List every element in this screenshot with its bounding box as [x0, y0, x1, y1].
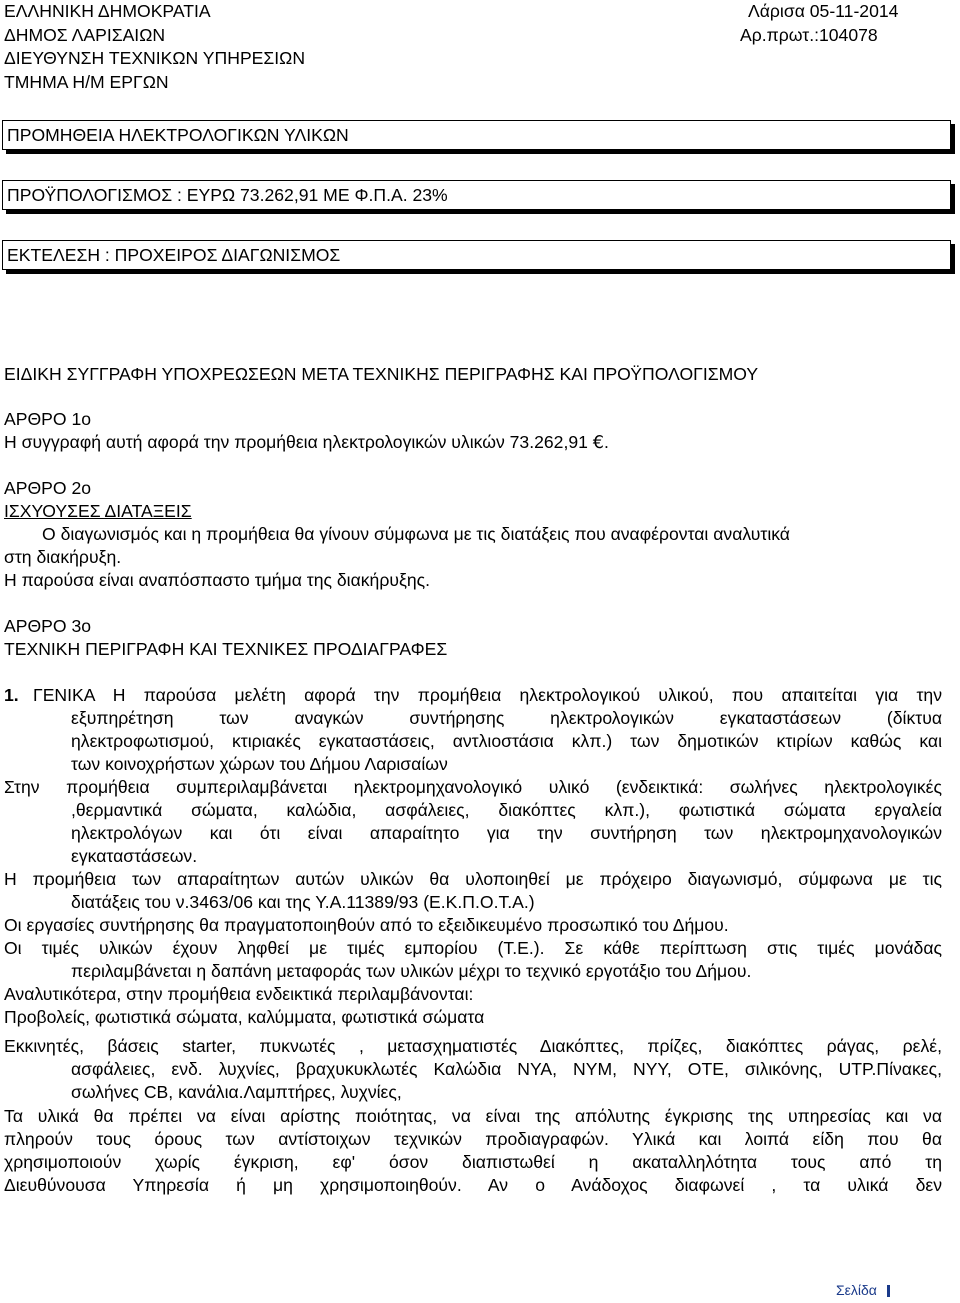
body-p7: Προβολείς, φωτιστικά σώματα, καλύμματα, φωτιστικά σώματα [4, 1007, 485, 1027]
article-2-line-2: στη διακήρυξη. [4, 547, 122, 567]
body-p8-l1: Εκκινητές, βάσεις starter, πυκνωτές , μετασχηματιστές Διακόπτες, πρίζες, διακόπτες ράγας, ρελέ, [4, 1036, 942, 1056]
body-p6: Αναλυτικότερα, στην προμήθεια ενδεικτικά περιλαμβάνονται: [4, 984, 474, 1004]
body-p1-l3: ηλεκτροφωτισμού, κτιριακές εγκαταστάσεις, αντλιοστάσια κλπ.) των δημοτικών κτιρίων καθώς και [71, 731, 942, 751]
article-1-sentence: Η συγγραφή αυτή αφορά την προμήθεια ηλεκτρολογικών υλικών 73.262,91 [4, 432, 588, 452]
article-2-title: ΑΡΘΡΟ 2ο [4, 478, 92, 498]
body-p3-l2: διατάξεις του ν.3463/06 και της Υ.Α.11389/93 (Ε.Κ.Π.Ο.Τ.Α.) [71, 892, 535, 912]
body-p9-l3: χρησιμοποιούν χωρίς έγκριση, εφ' όσον διαπιστωθεί η ακαταλληλότητα τους από τη [4, 1152, 942, 1172]
article-1-title: ΑΡΘΡΟ 1ο [4, 409, 92, 429]
header-authority [4, 0, 305, 94]
body-p1-l1: ΓΕΝΙΚΑ Η παρούσα μελέτη αφορά την προμήθεια ηλεκτρολογικού υλικού, που απαιτείται για την [33, 685, 942, 705]
paragraph-number: 1. [4, 685, 19, 705]
article-2-subtitle: ΙΣΧΥΟΥΣΕΣ ΔΙΑΤΑΞΕΙΣ [4, 501, 192, 521]
page-marker-icon [887, 1285, 890, 1297]
euro-symbol: € [592, 433, 604, 453]
header-line-2: ΔΗΜΟΣ ΛΑΡΙΣΑΙΩΝ [4, 24, 166, 45]
body-p2-l1: Στην προμήθεια συμπεριλαμβάνεται ηλεκτρομηχανολογικό υλικό (ενδεικτικά: σωλήνες ηλεκτρολογικές [4, 777, 942, 797]
execution-box: ΕΚΤΕΛΕΣΗ : ΠΡΟΧΕΙΡΟΣ ΔΙΑΓΩΝΙΣΜΟΣ [2, 240, 951, 270]
article-2-line-1: Ο διαγωνισμός και η προμήθεια θα γίνουν σύμφωνα με τις διατάξεις που αναφέρονται αναλυτικά [42, 524, 790, 544]
header-protocol: Αρ.πρωτ.:104078 [740, 24, 878, 45]
body-p4: Οι εργασίες συντήρησης θα πραγματοποιηθούν από το εξειδικευμένο προσωπικό του Δήμου. [4, 915, 729, 935]
article-2-line-3: Η παρούσα είναι αναπόσπαστο τμήμα της διακήρυξης. [4, 570, 431, 590]
body-p2-l2: ,θερμαντικά σώματα, καλώδια, ασφάλειες, διακόπτες κλπ.), φωτιστικά σώματα εργαλεία [71, 800, 942, 820]
article-3-title: ΑΡΘΡΟ 3ο [4, 616, 92, 636]
body-p9-l4: Διευθύνουσα Υπηρεσία ή μη χρησιμοποιηθούν. Αν ο Ανάδοχος διαφωνεί , τα υλικά δεν [4, 1175, 942, 1195]
body-p1-l4: των κοινοχρήστων χώρων του Δήμου Λαρισαίων [71, 754, 448, 774]
body-p2-l3: ηλεκτρολόγων και ότι είναι απαραίτητο για την συντήρηση των ηλεκτρομηχανολογικών [71, 823, 942, 843]
body-p5-l1: Οι τιμές υλικών έχουν ληφθεί με τιμές εμπορίου (Τ.Ε.). Σε κάθε περίπτωση στις τιμές μονάδας [4, 938, 942, 958]
body-p8-l2: ασφάλειες, ενδ. λυχνίες, βραχυκυκλωτές Καλώδια NYA, NYM, NYY, OTE, σιλικόνης, UTP.Πίνακες, [71, 1059, 942, 1079]
article-1-text [4, 431, 609, 454]
body-p5-l2: περιλαμβάνεται η δαπάνη μεταφοράς των υλικών μέχρι το τεχνικό εργοτάξιο του Δήμου. [71, 961, 752, 981]
article-1-period: . [604, 432, 609, 452]
body-p9-l1: Τα υλικά θα πρέπει να είναι αρίστης ποιότητας, να είναι της απόλυτης έγκρισης της υπηρεσίας και να [4, 1106, 942, 1126]
title-box: ΠΡΟΜΗΘΕΙΑ ΗΛΕΚΤΡΟΛΟΓΙΚΩΝ ΥΛΙΚΩΝ [2, 120, 951, 150]
body-p1-l2: εξυπηρέτηση των αναγκών συντήρησης ηλεκτρολογικών εγκαταστάσεων (δίκτυα [71, 708, 942, 728]
header-line-1: ΕΛΛΗΝΙΚΗ ΔΗΜΟΚΡΑΤΙΑ [4, 1, 211, 21]
article-3-subtitle: ΤΕΧΝΙΚΗ ΠΕΡΙΓΡΑΦΗ ΚΑΙ ΤΕΧΝΙΚΕΣ ΠΡΟΔΙΑΓΡΑΦΕΣ [4, 639, 448, 659]
page-footer [836, 1281, 890, 1299]
header-meta [740, 0, 898, 47]
header-date: Λάρισα 05-11-2014 [748, 1, 899, 21]
main-heading: ΕΙΔΙΚΗ ΣΥΓΓΡΑΦΗ ΥΠΟΧΡΕΩΣΕΩΝ ΜΕΤΑ ΤΕΧΝΙΚΗΣ ΠΕΡΙΓΡΑΦΗΣ ΚΑΙ ΠΡΟΫΠΟΛΟΓΙΣΜΟΥ [4, 364, 759, 384]
body-p2-l4: εγκαταστάσεων. [71, 846, 198, 866]
body-p9-l2: πληρούν τους όρους των αντίστοιχων τεχνικών προδιαγραφών. Υλικά και λοιπά είδη που θα [4, 1129, 942, 1149]
header-line-3: ΔΙΕΥΘΥΝΣΗ ΤΕΧΝΙΚΩΝ ΥΠΗΡΕΣΙΩΝ [4, 48, 306, 68]
body-p8-l3: σωλήνες CB, κανάλια.Λαμπτήρες, λυχνίες, [71, 1082, 402, 1102]
page-label: Σελίδα [836, 1282, 877, 1298]
body-p3-l1: Η προμήθεια των απαραίτητων αυτών υλικών θα υλοποιηθεί με πρόχειρο διαγωνισμό, σύμφωνα με τις [4, 869, 942, 889]
header-line-4: ΤΜΗΜΑ Η/Μ ΕΡΓΩΝ [4, 71, 169, 92]
budget-box: ΠΡΟΫΠΟΛΟΓΙΣΜΟΣ : ΕΥΡΩ 73.262,91 ΜΕ Φ.Π.Α. 23% [2, 180, 951, 210]
